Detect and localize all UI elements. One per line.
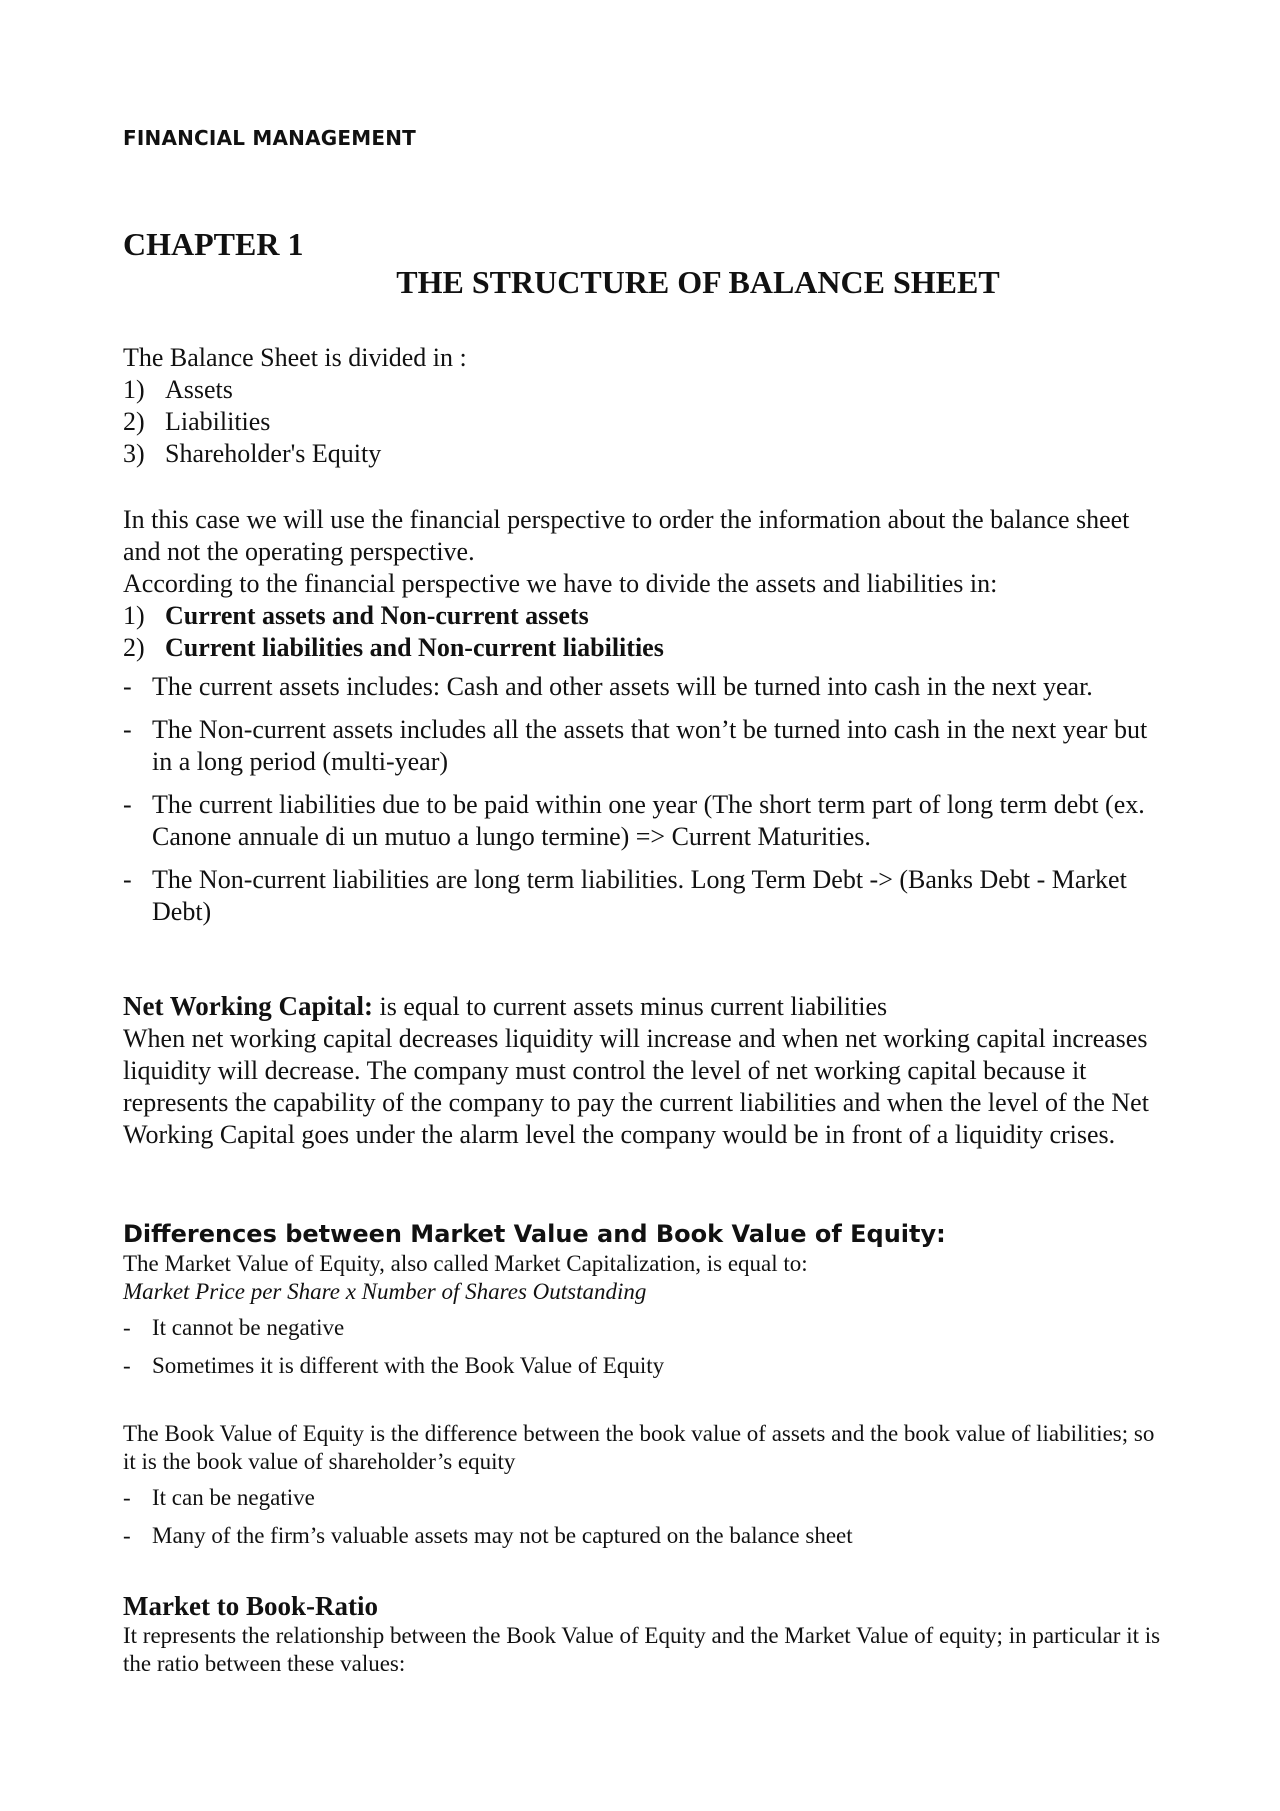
- list-item: [123, 374, 1168, 406]
- bullet-dash: -: [123, 1315, 131, 1340]
- chapter-label: CHAPTER 1: [123, 226, 304, 262]
- bullet-item: [123, 714, 1168, 778]
- bullet-text: Many of the firm’s valuable assets may not be captured on the balance sheet: [152, 1523, 853, 1548]
- nwc-section: [123, 990, 1168, 1151]
- running-header: FINANCIAL MANAGEMENT: [123, 126, 416, 150]
- classification-bullets: [123, 671, 1168, 928]
- bullet-text: Sometimes it is different with the Book Value of Equity: [152, 1353, 665, 1378]
- book-value-bullets: [123, 1484, 1168, 1550]
- balance-sheet-parts-list: [123, 374, 1168, 470]
- bullet-text: It can be negative: [152, 1485, 315, 1510]
- list-item: [123, 406, 1168, 438]
- list-text: Assets: [165, 375, 233, 404]
- list-number: 1): [123, 375, 145, 404]
- list-item: [123, 632, 1168, 664]
- bullet-dash: -: [123, 672, 132, 701]
- list-text: Current liabilities and Non-current liabilities: [165, 633, 664, 662]
- list-item: [123, 438, 1168, 470]
- list-text: Liabilities: [165, 407, 271, 436]
- nwc-term: Net Working Capital:: [123, 991, 374, 1021]
- chapter-title: THE STRUCTURE OF BALANCE SHEET: [396, 264, 1000, 300]
- list-number: 3): [123, 439, 145, 468]
- market-value-formula: Market Price per Share x Number of Shares Outstanding: [123, 1279, 647, 1304]
- bullet-dash: -: [123, 790, 132, 819]
- nwc-definition: [123, 990, 1168, 1023]
- perspective-section: [123, 504, 1168, 939]
- bullet-dash: -: [123, 1523, 131, 1548]
- market-value-bullets: [123, 1314, 1168, 1380]
- list-text: Shareholder's Equity: [165, 439, 382, 468]
- perspective-paragraph: According to the financial perspective we have to divide the assets and liabilities in:: [123, 569, 998, 598]
- intro-lead: The Balance Sheet is divided in :: [123, 343, 467, 372]
- bullet-item: [123, 671, 1168, 703]
- bullet-dash: -: [123, 1353, 131, 1378]
- market-value-definition: The Market Value of Equity, also called Market Capitalization, is equal to:: [123, 1251, 808, 1276]
- market-to-book-section: [123, 1590, 1168, 1678]
- bullet-text: It cannot be negative: [152, 1315, 345, 1340]
- bullet-text: The Non-current liabilities are long term liabilities. Long Term Debt -> (Banks Debt - Market Debt): [152, 865, 1127, 926]
- bullet-text: The current liabilities due to be paid within one year (The short term part of long term debt (ex. Canone annuale di un mutuo a lungo termine) => Current Maturities.: [152, 790, 1145, 851]
- nwc-definition-text: is equal to current assets minus current liabilities: [373, 992, 888, 1021]
- bullet-dash: -: [123, 715, 132, 744]
- market-to-book-body: It represents the relationship between the Book Value of Equity and the Market Value of equity; in particular it is the ratio between these values:: [123, 1623, 1161, 1676]
- bullet-item: [123, 789, 1168, 853]
- list-number: 2): [123, 633, 145, 662]
- list-item: [123, 600, 1168, 632]
- list-number: 1): [123, 601, 145, 630]
- bullet-item: [123, 1522, 1168, 1550]
- bullet-item: [123, 1352, 1168, 1380]
- nwc-body: When net working capital decreases liquidity will increase and when net working capital increases liquidity will decrease. The company must control the level of net working capital because it represents the capability of the company to pay the current liabilities and when the level of the Net Working Capital goes under the alarm level the company would be in front of a liquidity crises.: [123, 1024, 1149, 1149]
- intro-section: [123, 342, 1168, 470]
- differences-section: [123, 1218, 1168, 1390]
- market-to-book-heading: Market to Book-Ratio: [123, 1591, 378, 1621]
- bullet-item: [123, 1314, 1168, 1342]
- bullet-dash: -: [123, 865, 132, 894]
- book-value-section: [123, 1420, 1168, 1560]
- perspective-paragraph: In this case we will use the financial perspective to order the information about the balance sheet and not the operating perspective.: [123, 505, 1130, 566]
- bullet-item: [123, 864, 1168, 928]
- bullet-dash: -: [123, 1485, 131, 1510]
- differences-heading: Differences between Market Value and Book Value of Equity:: [123, 1220, 946, 1248]
- list-text: Current assets and Non-current assets: [165, 601, 589, 630]
- list-number: 2): [123, 407, 145, 436]
- book-value-definition: The Book Value of Equity is the difference between the book value of assets and the book value of liabilities; so it is the book value of shareholder’s equity: [123, 1421, 1155, 1474]
- bullet-item: [123, 1484, 1168, 1512]
- classification-list: [123, 600, 1168, 664]
- bullet-text: The Non-current assets includes all the assets that won’t be turned into cash in the next year but in a long period (multi-year): [152, 715, 1148, 776]
- bullet-text: The current assets includes: Cash and other assets will be turned into cash in the next year.: [152, 672, 1093, 701]
